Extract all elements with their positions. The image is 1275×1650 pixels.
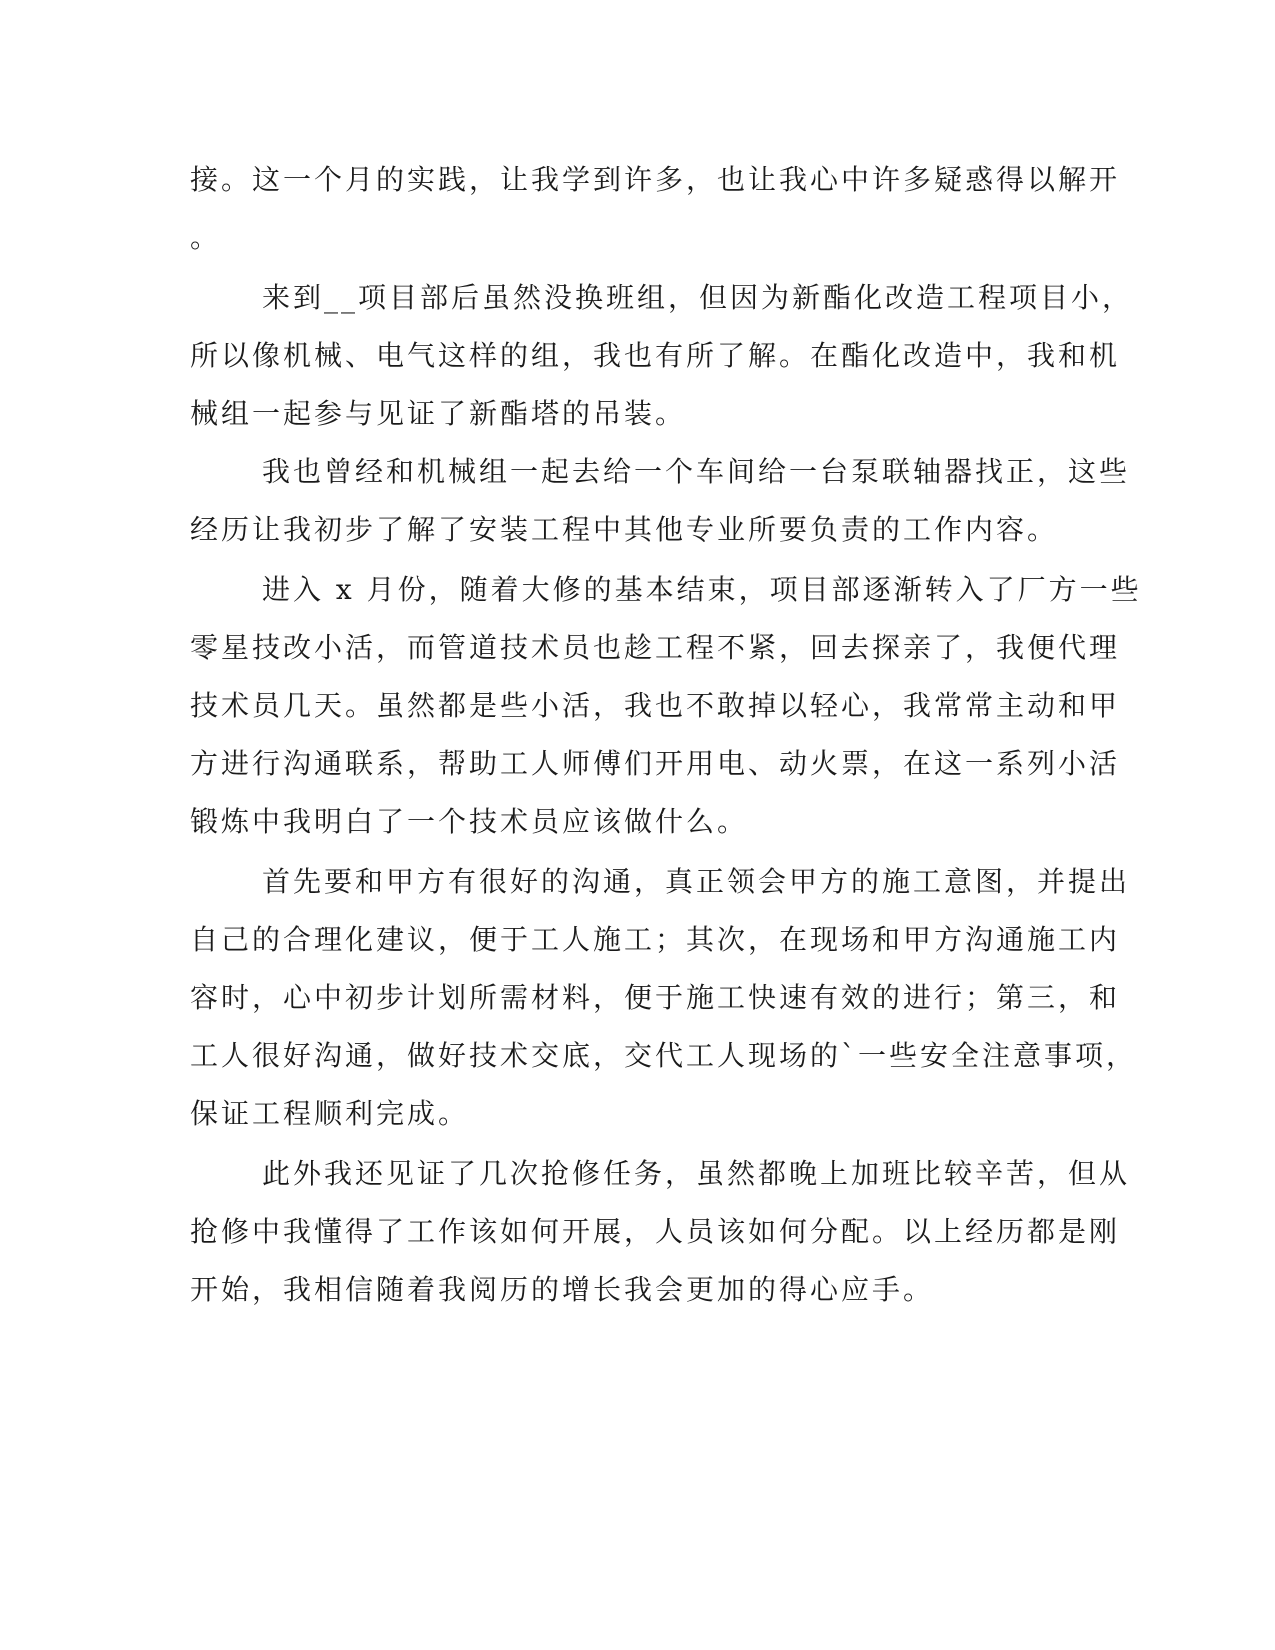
text-line: 容时，心中初步计划所需材料，便于施工快速有效的进行；第三，和 [190,981,1121,1014]
text-line: 方进行沟通联系，帮助工人师傅们开用电、动火票，在这一系列小活 [190,747,1121,780]
text-line: 零星技改小活，而管道技术员也趁工程不紧，回去探亲了，我便代理 [190,631,1121,664]
text-line: 自己的合理化建议，便于工人施工；其次，在现场和甲方沟通施工内 [190,923,1121,956]
text-line: 所以像机械、电气这样的组，我也有所了解。在酯化改造中，我和机 [190,339,1121,372]
text-line: 。 [190,221,222,254]
text-line: 械组一起参与见证了新酯塔的吊装。 [190,397,687,430]
text-line: 进入 x 月份，随着大修的基本结束，项目部逐渐转入了厂方一些 [262,573,1142,606]
text-line: 工人很好沟通，做好技术交底，交代工人现场的`一些安全注意事项， [190,1039,1138,1072]
text-line: 来到__项目部后虽然没换班组，但因为新酯化改造工程项目小， [262,281,1134,314]
text-line: 锻炼中我明白了一个技术员应该做什么。 [190,805,749,838]
text-line: 开始，我相信随着我阅历的增长我会更加的得心应手。 [190,1273,935,1306]
text-line: 我也曾经和机械组一起去给一个车间给一台泵联轴器找正，这些 [262,455,1131,488]
text-line: 保证工程顺利完成。 [190,1097,470,1130]
text-line: 抢修中我懂得了工作该如何开展，人员该如何分配。以上经历都是刚 [190,1215,1121,1248]
text-line: 此外我还见证了几次抢修任务，虽然都晚上加班比较辛苦，但从 [262,1157,1131,1190]
text-line: 接。这一个月的实践，让我学到许多，也让我心中许多疑惑得以解开 [190,163,1121,196]
text-line: 首先要和甲方有很好的沟通，真正领会甲方的施工意图，并提出 [262,865,1131,898]
text-line: 经历让我初步了解了安装工程中其他专业所要负责的工作内容。 [190,513,1059,546]
text-line: 技术员几天。虽然都是些小活，我也不敢掉以轻心，我常常主动和甲 [190,689,1121,722]
